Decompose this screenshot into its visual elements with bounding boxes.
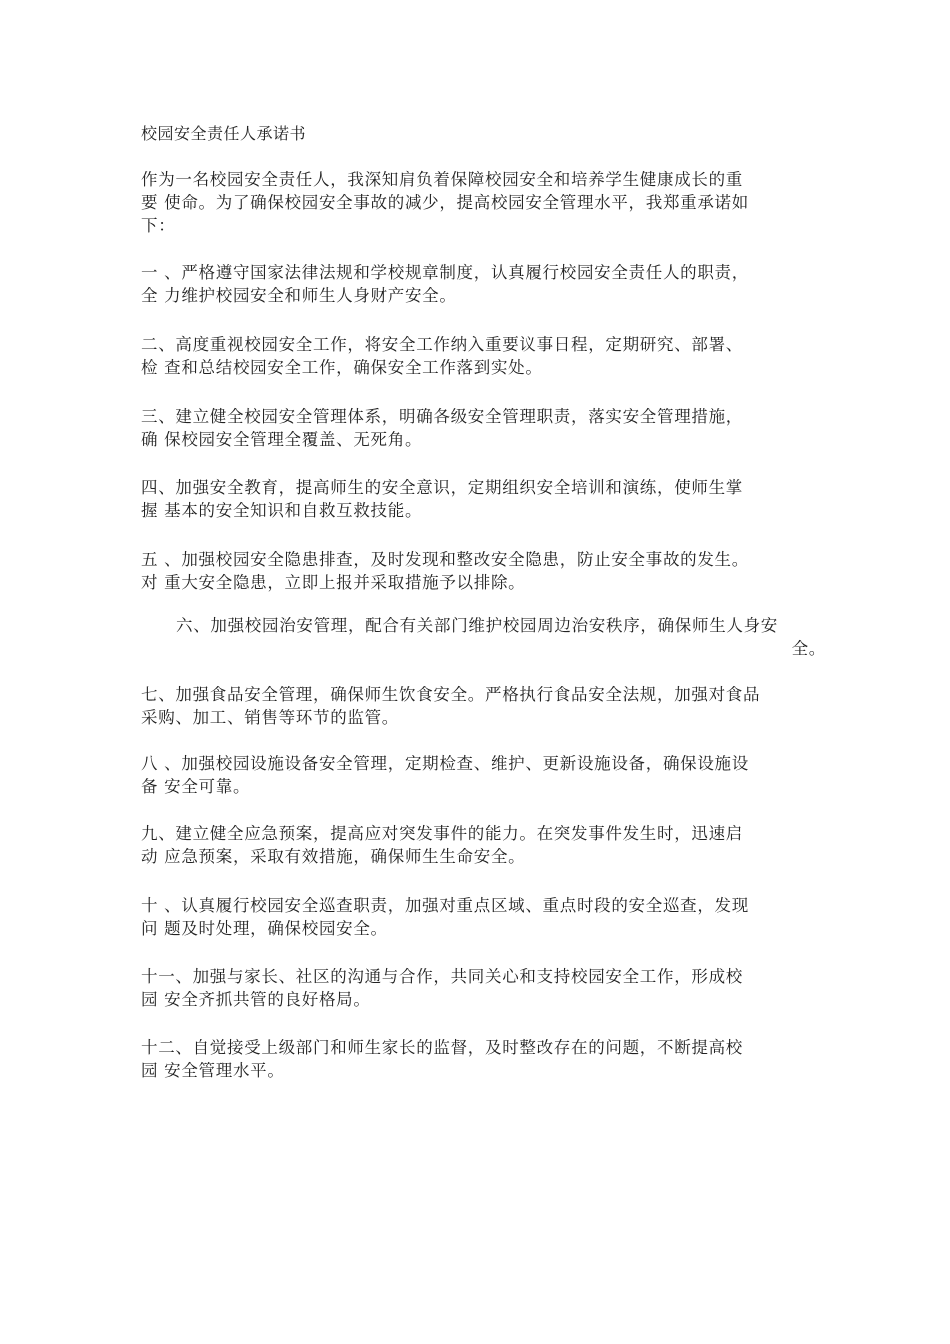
commitment-item-6 bbox=[176, 614, 830, 660]
paragraph-line: 确 保校园安全管理全覆盖、无死角。 bbox=[141, 430, 423, 449]
commitment-item-9 bbox=[141, 822, 821, 868]
paragraph-line: 备 安全可靠。 bbox=[141, 777, 251, 796]
paragraph-line: 动 应急预案，采取有效措施，确保师生生命安全。 bbox=[141, 847, 526, 866]
paragraph-line: 二、高度重视校园安全工作，将安全工作纳入重要议事日程，定期研究、部署、 bbox=[141, 335, 743, 354]
paragraph-line: 三、建立健全校园安全管理体系，明确各级安全管理职责，落实安全管理措施， bbox=[141, 407, 743, 426]
commitment-item-11 bbox=[141, 965, 821, 1011]
paragraph-line: 六、加强校园治安管理，配合有关部门维护校园周边治安秩序，确保师生人身安 bbox=[176, 616, 778, 635]
paragraph-line: 全 力维护校园安全和师生人身财产安全。 bbox=[141, 286, 457, 305]
commitment-item-7 bbox=[141, 683, 821, 729]
paragraph-line: 园 安全齐抓共管的良好格局。 bbox=[141, 990, 371, 1009]
commitment-item-2 bbox=[141, 333, 821, 379]
paragraph-line: 十 、认真履行校园安全巡查职责，加强对重点区域、重点时段的安全巡查，发现 bbox=[141, 896, 749, 915]
paragraph-line: 采购、加工、销售等环节的监管。 bbox=[141, 708, 399, 727]
paragraph-line: 八 、加强校园设施设备安全管理，定期检查、维护、更新设施设备，确保设施设 bbox=[141, 754, 749, 773]
paragraph-line: 全。 bbox=[791, 639, 826, 658]
paragraph-line: 检 查和总结校园安全工作，确保安全工作落到实处。 bbox=[141, 358, 543, 377]
paragraph-line: 四、加强安全教育，提高师生的安全意识，定期组织安全培训和演练，使师生掌 bbox=[141, 478, 743, 497]
paragraph-line: 对 重大安全隐患，立即上报并采取措施予以排除。 bbox=[141, 573, 526, 592]
commitment-item-5 bbox=[141, 548, 821, 594]
document-title: 校园安全责任人承诺书 bbox=[141, 124, 307, 143]
commitment-item-10 bbox=[141, 894, 821, 940]
paragraph-line: 问 题及时处理，确保校园安全。 bbox=[141, 919, 388, 938]
paragraph-line: 下： bbox=[141, 216, 176, 235]
paragraph-line: 握 基本的安全知识和自救互救技能。 bbox=[141, 501, 423, 520]
commitment-item-3 bbox=[141, 405, 821, 451]
paragraph-line: 九、建立健全应急预案，提高应对突发事件的能力。在突发事件发生时，迅速启 bbox=[141, 824, 743, 843]
paragraph-line: 作为一名校园安全责任人，我深知肩负着保障校园安全和培养学生健康成长的重 bbox=[141, 170, 743, 189]
commitment-item-8 bbox=[141, 752, 821, 798]
paragraph-line: 十一、加强与家长、社区的沟通与合作，共同关心和支持校园安全工作，形成校 bbox=[141, 967, 743, 986]
commitment-item-4 bbox=[141, 476, 821, 522]
paragraph-line: 十二、自觉接受上级部门和师生家长的监督，及时整改存在的问题，不断提高校 bbox=[141, 1038, 743, 1057]
paragraph-line: 要 使命。为了确保校园安全事故的减少，提高校园安全管理水平，我郑重承诺如 bbox=[141, 193, 749, 212]
paragraph-line: 七、加强食品安全管理，确保师生饮食安全。严格执行食品安全法规，加强对食品 bbox=[141, 685, 761, 704]
commitment-item-12 bbox=[141, 1036, 821, 1082]
intro-paragraph bbox=[141, 168, 821, 237]
paragraph-line: 园 安全管理水平。 bbox=[141, 1061, 285, 1080]
paragraph-line: 一 、严格遵守国家法律法规和学校规章制度，认真履行校园安全责任人的职责， bbox=[141, 263, 749, 282]
commitment-item-1 bbox=[141, 261, 821, 307]
paragraph-line: 五 、加强校园安全隐患排查，及时发现和整改安全隐患，防止安全事故的发生。 bbox=[141, 550, 749, 569]
